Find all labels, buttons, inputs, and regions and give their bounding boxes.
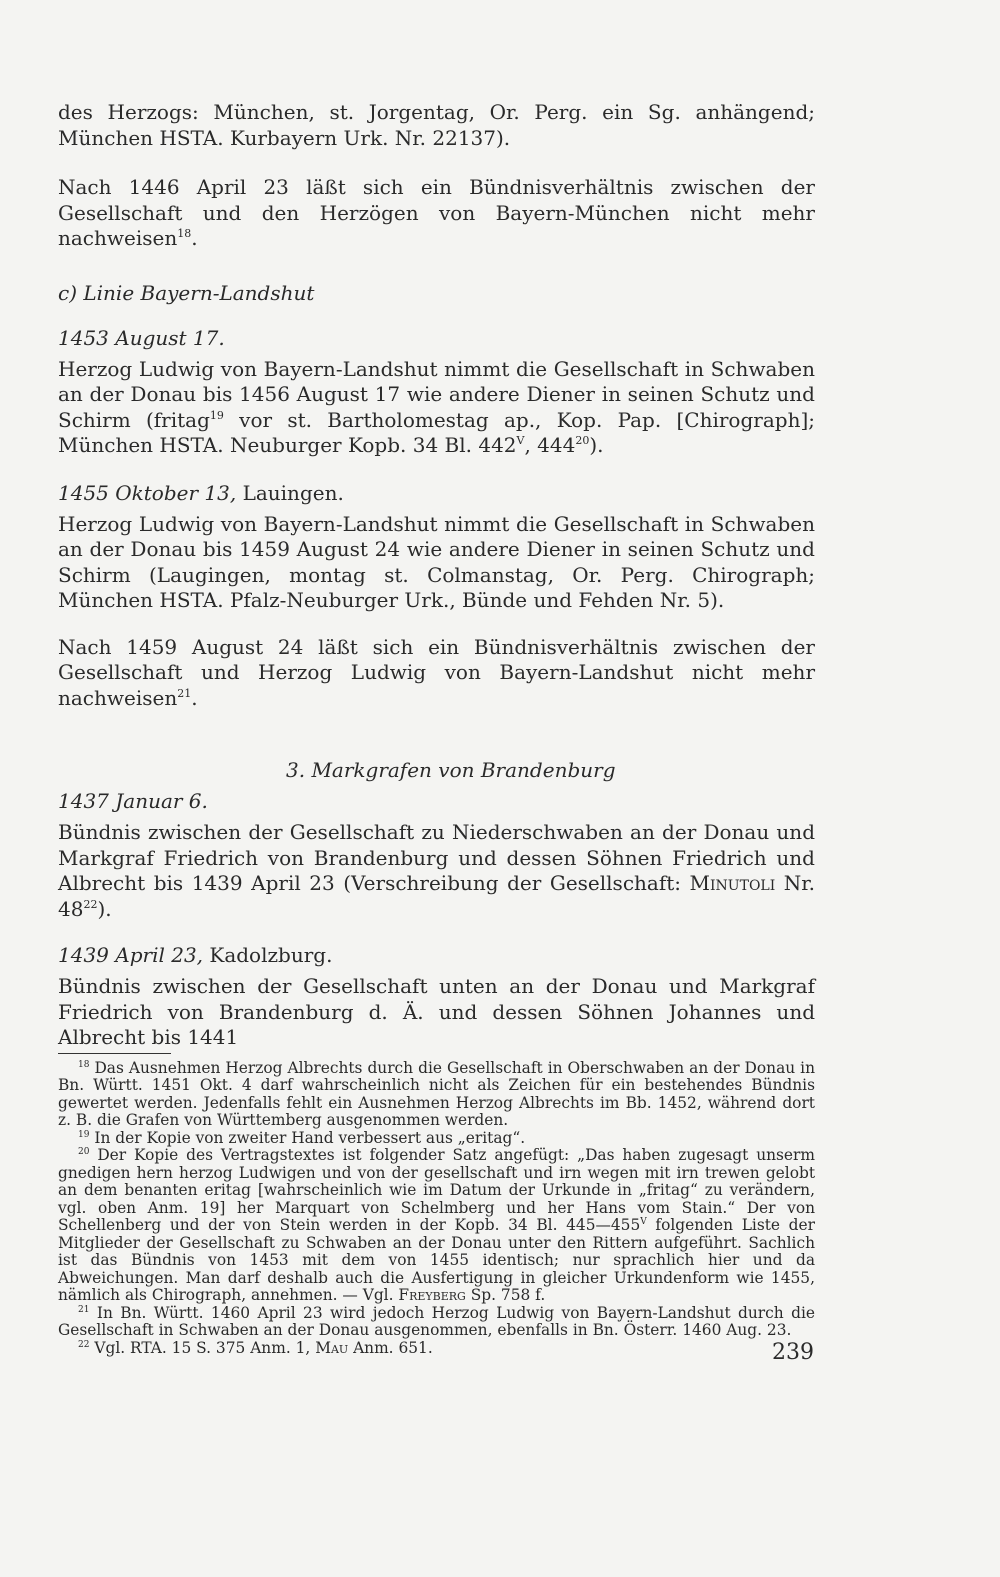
entry-1437-text-a: Bündnis zwischen der Gesellschaft zu Niederschwaben an der Donau und Markgraf Friedrich von Brandenburg und dessen Söhnen Friedrich und Albrecht bis 1439 April 23 (Verschreibung der Gesellschaft: [58, 820, 815, 895]
footnote-18-text: Das Ausnehmen Herzog Albrechts durch die Gesellschaft in Oberschwaben an der Donau in Bn. Württ. 1451 Okt. 4 darf wahrscheinlich nicht als Zeichen für ein bestehendes Bündnis gewertet werden. Jedenfalls fehlt ein Ausnehmen Herzog Albrechts im Bb. 1452, während dort z. B. die Grafen von Württemberg ausgenommen werden. [58, 1058, 815, 1129]
footnote-22-number: 22 [78, 1339, 90, 1350]
footnote-21 [58, 1305, 815, 1340]
footnote-20-number: 20 [78, 1147, 90, 1157]
entry-1453-text-d: ). [589, 433, 604, 457]
author-minutoli: Minutoli [689, 871, 776, 895]
page-body [58, 100, 815, 1357]
footnote-20-text-a: Der Kopie des Vertragstextes ist folgender Satz angefügt: „Das haben zugesagt unserm gnedigen hern herzog Ludwigen und von der gesellschaft und irn wegen mit irn trewen gelobt an dem benanten eritag [wahrscheinlich wie im Datum der Urkunde in „fritag“ zu verändern, vgl. oben Anm. 19] her Marquart von Schelmberg und her Hans vom Stain.“ Der von Schellenberg und der von Stein werden in der Kopb. 34 Bl. 445—455 [58, 1146, 815, 1234]
entry-1453-text-b: vor st. Bartholomestag ap., Kop. Pap. [Chirograph]; München HSTA. Neuburger Kopb. 34 Bl. 442 [58, 407, 815, 457]
note-1446-paragraph [58, 175, 815, 252]
page-number: 239 [772, 1340, 814, 1365]
footnote-18 [58, 1060, 815, 1130]
author-freyberg: Freyberg [398, 1286, 466, 1304]
note-1446-end: . [191, 226, 198, 250]
entry-1437-text [58, 820, 815, 922]
footnote-20 [58, 1147, 815, 1305]
footnote-22-text-b: Anm. 651. [348, 1338, 433, 1357]
note-1459-end: . [191, 685, 198, 710]
footnote-ref-19[interactable]: 19 [209, 408, 224, 422]
note-1459-paragraph [58, 635, 815, 712]
author-mau: Mau [315, 1338, 349, 1357]
entry-1453-date [58, 326, 815, 351]
entry-1453-text [58, 357, 815, 459]
intro-text: des Herzogs: München, st. Jorgentag, Or. Perg. ein Sg. anhängend; München HSTA. Kurbayern Urk. Nr. 22137). [58, 100, 815, 150]
entry-1455-date [58, 481, 815, 506]
note-1459-text: Nach 1459 August 24 läßt sich ein Bündnisverhältnis zwischen der Gesellschaft und Herzog Ludwig von Bayern-Landshut nicht mehr nachweisen [58, 634, 815, 710]
footnote-ref-18[interactable]: 18 [177, 227, 192, 240]
entry-1455-place: Lauingen. [236, 480, 344, 505]
footnote-21-number: 21 [78, 1304, 90, 1315]
footnote-19-number: 19 [78, 1129, 90, 1140]
entry-1437-date-text: 1437 Januar 6. [58, 789, 208, 813]
footnote-21-text: In Bn. Württ. 1460 April 23 wird jedoch Herzog Ludwig von Bayern-Landshut durch die Gesellschaft in Schwaben an der Donau ausgenommen, ebenfalls in Bn. Österr. 1460 Aug. 23. [58, 1303, 815, 1339]
footnote-19 [58, 1130, 815, 1148]
note-1446-text: Nach 1446 April 23 läßt sich ein Bündnisverhältnis zwischen der Gesellschaft und den Herzögen von Bayern-München nicht mehr nachweisen [58, 175, 815, 250]
footnote-22-text-a: Vgl. RTA. 15 S. 375 Anm. 1, [94, 1338, 316, 1357]
footnote-20-text-c: Sp. 758 f. [465, 1286, 546, 1304]
intro-paragraph [58, 100, 815, 151]
entry-1437-date [58, 789, 815, 814]
footnote-ref-21[interactable]: 21 [177, 686, 192, 700]
footnote-18-number: 18 [78, 1059, 90, 1070]
entry-1437-text-b: Nr. 48 [58, 871, 816, 921]
footnote-20-text-b: folgenden Liste der Mitglieder der Gesellschaft zu Schwaben an der Donau unter den Rittern aufgeführt. Sachlich ist das Bündnis von 1453 mit dem von 1455 identisch; nur sprachlich hier und da Abweichungen. Man darf deshalb auch die Ausfertigung in gleicher Urkundenform wie 1455, nämlich als Chirograph, annehmen. — Vgl. [58, 1216, 815, 1304]
entry-1453-date-text: 1453 August 17. [58, 325, 225, 350]
footnote-ref-20[interactable]: 20 [575, 434, 590, 447]
subsection-c-heading: c) Linie Bayern-Landshut [58, 280, 315, 305]
footnote-divider [58, 1053, 171, 1054]
footnote-ref-22[interactable]: 22 [83, 897, 98, 911]
footnote-19-text: In der Kopie von zweiter Hand verbessert aus „eritag“. [94, 1128, 526, 1147]
entry-1455-text: Herzog Ludwig von Bayern-Landshut nimmt die Gesellschaft in Schwaben an der Donau bis 1459 August 24 wie andere Diener in seinen Schutz und Schirm (Laugingen, montag st. Colmanstag, Or. Perg. Chirograph; München HSTA. Pfalz-Neuburger Urk., Bünde und Fehden Nr. 5). [58, 511, 815, 612]
verso-mark: V [516, 434, 525, 447]
entry-1439-place: Kadolzburg. [203, 943, 333, 967]
entry-1439-text: Bündnis zwischen der Gesellschaft unten an der Donau und Markgraf Friedrich von Brandenburg d. Ä. und dessen Söhnen Johannes und Albrecht bis 1441 [58, 974, 815, 1049]
entry-1455-date-text: 1455 Oktober 13, [58, 480, 237, 505]
section-3-heading: 3. Markgrafen von Brandenburg [286, 758, 616, 782]
entry-1439-date [58, 943, 815, 968]
entry-1437-text-c: ). [97, 896, 112, 921]
entry-1439-date-text: 1439 April 23, [58, 943, 204, 967]
entry-1453-text-c: , 444 [524, 433, 576, 457]
footnote-20-verso-mark: V [640, 1217, 647, 1227]
entry-1453-text-a: Herzog Ludwig von Bayern-Landshut nimmt die Gesellschaft in Schwaben an der Donau bis 1456 August 17 wie andere Diener in seinen Schutz und Schirm (fritag [58, 356, 815, 432]
footnote-22 [58, 1340, 815, 1358]
